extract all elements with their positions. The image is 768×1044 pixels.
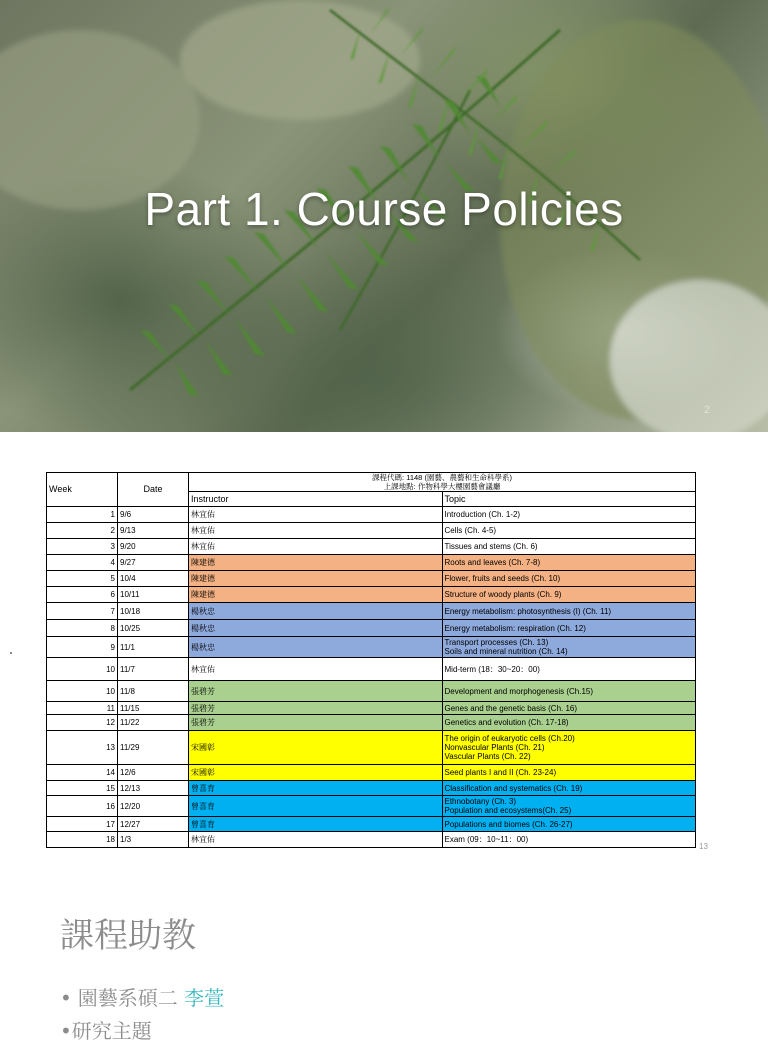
instructor-cell: 林宜佑 — [189, 832, 443, 848]
table-row — [47, 571, 696, 587]
date-cell: 10/25 — [118, 620, 189, 637]
topic-line: Exam (09：10~11：00) — [444, 835, 529, 844]
topic-line: Mid-term (18：30~20：00) — [444, 664, 540, 674]
table-row — [47, 539, 696, 555]
topic-cell — [442, 781, 696, 796]
topic-cell — [442, 571, 696, 587]
slide-page-number: 13 — [699, 842, 708, 851]
ta-research-topic: 研究主題 — [71, 1019, 152, 1043]
slide-title: Part 1. Course Policies — [144, 183, 624, 235]
table-row — [47, 620, 696, 637]
date-cell: 1/3 — [118, 832, 189, 848]
topic-cell — [442, 702, 696, 715]
table-row — [47, 507, 696, 523]
date-cell: 12/20 — [118, 796, 189, 817]
topic-line: Flower, fruits and seeds (Ch. 10) — [444, 574, 561, 583]
topic-line: Seed plants I and II (Ch. 23-24) — [444, 768, 557, 777]
topic-line: Ethnobotany (Ch. 3) — [444, 797, 517, 806]
week-cell: 11 — [47, 702, 118, 715]
topic-cell — [442, 523, 696, 539]
instructor-cell: 楊秋忠 — [189, 620, 443, 637]
topic-cell — [442, 832, 696, 848]
date-cell: 10/4 — [118, 571, 189, 587]
table-header-row — [47, 473, 696, 492]
week-cell: 15 — [47, 781, 118, 796]
topic-line: Roots and leaves (Ch. 7-8) — [444, 558, 541, 567]
week-cell: 7 — [47, 603, 118, 620]
date-cell: 9/13 — [118, 523, 189, 539]
week-cell: 4 — [47, 555, 118, 571]
topic-line: Vascular Plants (Ch. 22) — [444, 752, 531, 761]
topic-line: Soils and mineral nutrition (Ch. 14) — [444, 647, 568, 656]
table-row — [47, 555, 696, 571]
topic-line: Genes and the genetic basis (Ch. 16) — [444, 703, 578, 713]
topic-cell — [442, 587, 696, 603]
topic-cell — [442, 620, 696, 637]
instructor-cell: 曾喜育 — [189, 781, 443, 796]
week-cell: 14 — [47, 765, 118, 781]
topic-line: Population and ecosystems(Ch. 25) — [444, 806, 572, 815]
table-row — [47, 715, 696, 731]
topic-line: Genetics and evolution (Ch. 17-18) — [444, 718, 569, 727]
topic-line: Structure of woody plants (Ch. 9) — [444, 590, 562, 599]
topic-cell — [442, 555, 696, 571]
date-cell: 12/6 — [118, 765, 189, 781]
schedule-slide — [0, 432, 768, 1043]
instructor-cell: 林宜佑 — [189, 658, 443, 681]
header-topic: Topic — [442, 492, 696, 507]
header-instructor: Instructor — [189, 492, 443, 507]
week-cell: 6 — [47, 587, 118, 603]
instructor-cell: 林宜佑 — [189, 523, 443, 539]
instructor-cell: 宋國彰 — [189, 731, 443, 765]
table-row — [47, 731, 696, 765]
header-date: Date — [118, 473, 189, 507]
bullet-icon: • — [60, 1019, 72, 1043]
date-cell: 11/15 — [118, 702, 189, 715]
date-cell: 11/1 — [118, 637, 189, 658]
ta-heading: 課程助教 — [60, 916, 196, 956]
date-cell: 9/20 — [118, 539, 189, 555]
topic-line: The origin of eukaryotic cells (Ch.20) — [444, 734, 575, 743]
instructor-cell: 楊秋忠 — [189, 603, 443, 620]
table-row — [47, 523, 696, 539]
table-row — [47, 603, 696, 620]
instructor-cell: 林宜佑 — [189, 507, 443, 523]
topic-cell — [442, 637, 696, 658]
topic-cell — [442, 603, 696, 620]
header-course-info — [189, 473, 696, 492]
week-cell: 5 — [47, 571, 118, 587]
week-cell: 3 — [47, 539, 118, 555]
table-row — [47, 765, 696, 781]
instructor-cell: 陳建德 — [189, 571, 443, 587]
date-cell: 12/27 — [118, 817, 189, 832]
date-cell: 11/29 — [118, 731, 189, 765]
topic-cell — [442, 765, 696, 781]
table-row — [47, 796, 696, 817]
instructor-cell: 林宜佑 — [189, 539, 443, 555]
topic-cell — [442, 539, 696, 555]
week-cell: 18 — [47, 832, 118, 848]
ta-list-item — [60, 1015, 152, 1044]
date-cell: 9/6 — [118, 507, 189, 523]
topic-line: Introduction (Ch. 1-2) — [444, 510, 521, 519]
week-cell: 16 — [47, 796, 118, 817]
title-slide — [0, 0, 768, 432]
date-cell: 10/11 — [118, 587, 189, 603]
stray-dot — [10, 652, 12, 654]
instructor-cell: 宋國彰 — [189, 765, 443, 781]
ta-department: 園藝系碩二 — [77, 986, 178, 1010]
week-cell: 10 — [47, 681, 118, 702]
table-row — [47, 702, 696, 715]
instructor-cell: 曾喜育 — [189, 796, 443, 817]
topic-line: Energy metabolism: respiration (Ch. 12) — [444, 623, 586, 633]
week-cell: 8 — [47, 620, 118, 637]
instructor-cell: 張碧芳 — [189, 681, 443, 702]
topic-cell — [442, 731, 696, 765]
instructor-cell: 陳建德 — [189, 587, 443, 603]
date-cell: 10/18 — [118, 603, 189, 620]
bullet-icon: • — [60, 986, 72, 1010]
topic-cell — [442, 658, 696, 681]
topic-cell — [442, 507, 696, 523]
week-cell: 9 — [47, 637, 118, 658]
week-cell: 12 — [47, 715, 118, 731]
week-cell: 2 — [47, 523, 118, 539]
topic-line: Classification and systematics (Ch. 19) — [444, 783, 583, 793]
date-cell: 11/22 — [118, 715, 189, 731]
instructor-cell: 楊秋忠 — [189, 637, 443, 658]
topic-cell — [442, 715, 696, 731]
table-row — [47, 658, 696, 681]
instructor-cell: 張碧芳 — [189, 715, 443, 731]
table-row — [47, 817, 696, 832]
table-row — [47, 832, 696, 848]
topic-line: Development and morphogenesis (Ch.15) — [444, 686, 594, 696]
slide-page-number: 2 — [703, 404, 710, 416]
topic-line: Transport processes (Ch. 13) — [444, 638, 549, 647]
date-cell: 11/7 — [118, 658, 189, 681]
topic-line: Tissues and stems (Ch. 6) — [444, 542, 538, 551]
ta-name: 李萱 — [184, 986, 225, 1010]
week-cell: 10 — [47, 658, 118, 681]
date-cell: 9/27 — [118, 555, 189, 571]
ta-list-item — [60, 982, 224, 1011]
table-row — [47, 681, 696, 702]
instructor-cell: 張碧芳 — [189, 702, 443, 715]
table-row — [47, 637, 696, 658]
week-cell: 17 — [47, 817, 118, 832]
table-row — [47, 781, 696, 796]
topic-line: Nonvascular Plants (Ch. 21) — [444, 743, 545, 752]
topic-line: Energy metabolism: photosynthesis (I) (Ch. 11) — [444, 606, 612, 616]
week-cell: 13 — [47, 731, 118, 765]
week-cell: 1 — [47, 507, 118, 523]
course-info-line-2: 上課地點: 作物科學大樓園藝會議廳 — [383, 482, 501, 491]
instructor-cell: 陳建德 — [189, 555, 443, 571]
course-info-line-1: 課程代碼: 1148 (園藝、農藝和生命科學系) — [372, 473, 512, 482]
topic-cell — [442, 681, 696, 702]
topic-line: Cells (Ch. 4-5) — [444, 526, 497, 535]
table-row — [47, 587, 696, 603]
header-week: Week — [47, 473, 118, 507]
topic-line: Populations and biomes (Ch. 26-27) — [444, 819, 573, 829]
topic-cell — [442, 817, 696, 832]
topic-cell — [442, 796, 696, 817]
instructor-cell: 曾喜育 — [189, 817, 443, 832]
date-cell: 12/13 — [118, 781, 189, 796]
date-cell: 11/8 — [118, 681, 189, 702]
course-schedule-table — [46, 472, 696, 848]
